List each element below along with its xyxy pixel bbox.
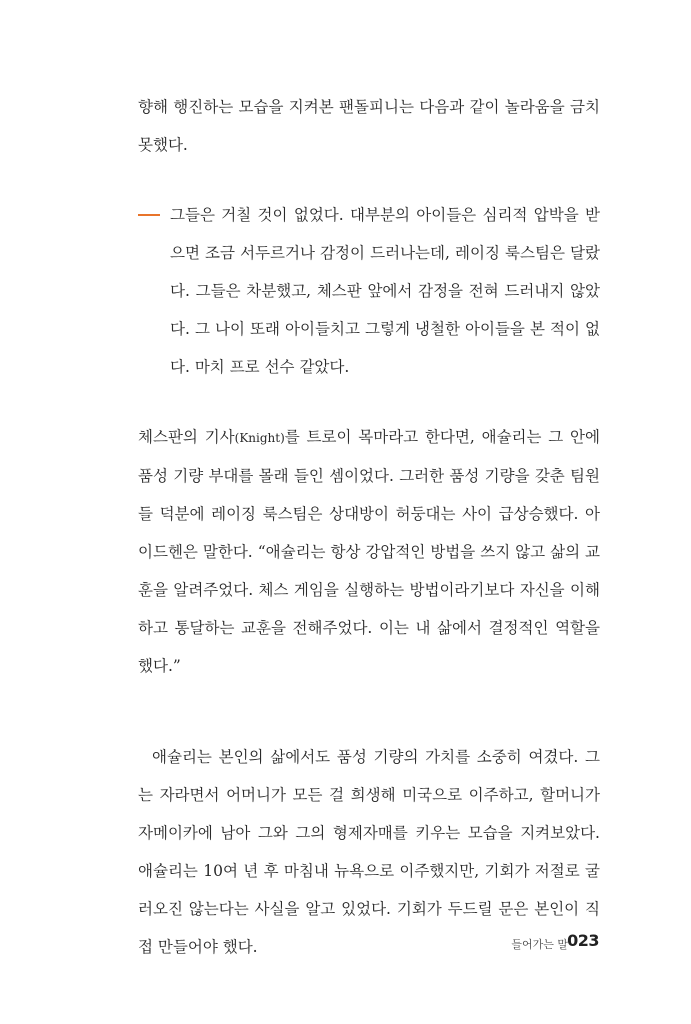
block-quote: 그들은 거칠 것이 없었다. 대부분의 아이들은 심리적 압박을 받으면 조금 서두르거나 감정이 드러나는데, 레이징 룩스팀은 달랐다. 그들은 차분했고, 체스판 앞에서 감정을 전혀 드러내지 않았다. 그 나이 또래 아이들치고 그렇게 냉철한 아이들을 본 적이 없다. 마치 프로 선수 같았다. bbox=[170, 206, 600, 376]
paragraph-knight-start: 체스판의 기사 bbox=[138, 428, 235, 446]
page-number: 023 bbox=[567, 931, 599, 950]
knight-annotation: (Knight) bbox=[234, 431, 285, 445]
quote-dash-mark bbox=[138, 214, 160, 216]
paragraph-knight bbox=[138, 418, 600, 685]
paragraph-ashley: 애슐리는 본인의 삶에서도 품성 기량의 가치를 소중히 여겼다. 그는 자라면서 어머니가 모든 걸 희생해 미국으로 이주하고, 할머니가 자메이카에 남아 그와 그의 형제자매를 키우는 모습을 지켜보았다. 애슐리는 10여 년 후 마침내 뉴욕으로 이주했지만, 기회가 저절로 굴러오진 않는다는 사실을 알고 있었다. 기회가 두드릴 문은 본인이 직접 만들어야 했다. bbox=[138, 748, 600, 956]
running-footer-title: 들어가는 말 bbox=[511, 938, 568, 951]
paragraph-intro: 향해 행진하는 모습을 지켜본 팬돌피니는 다음과 같이 놀라움을 금치 못했다. bbox=[138, 98, 600, 154]
paragraph-knight-rest: 를 트로이 목마라고 한다면, 애슐리는 그 안에 품성 기량 부대를 몰래 들인 셈이었다. 그러한 품성 기량을 갖춘 팀원들 덕분에 레이징 룩스팀은 상대방이 허둥대는 사이 급상승했다. 아이드헨은 말한다. “애슐리는 항상 강압적인 방법을 쓰지 않고 삶의 교훈을 알려주었다. 체스 게임을 실행하는 방법이라기보다 자신을 이해하고 통달하는 교훈을 전해주었다. 이는 내 삶에서 결정적인 역할을 했다.” bbox=[138, 428, 600, 675]
